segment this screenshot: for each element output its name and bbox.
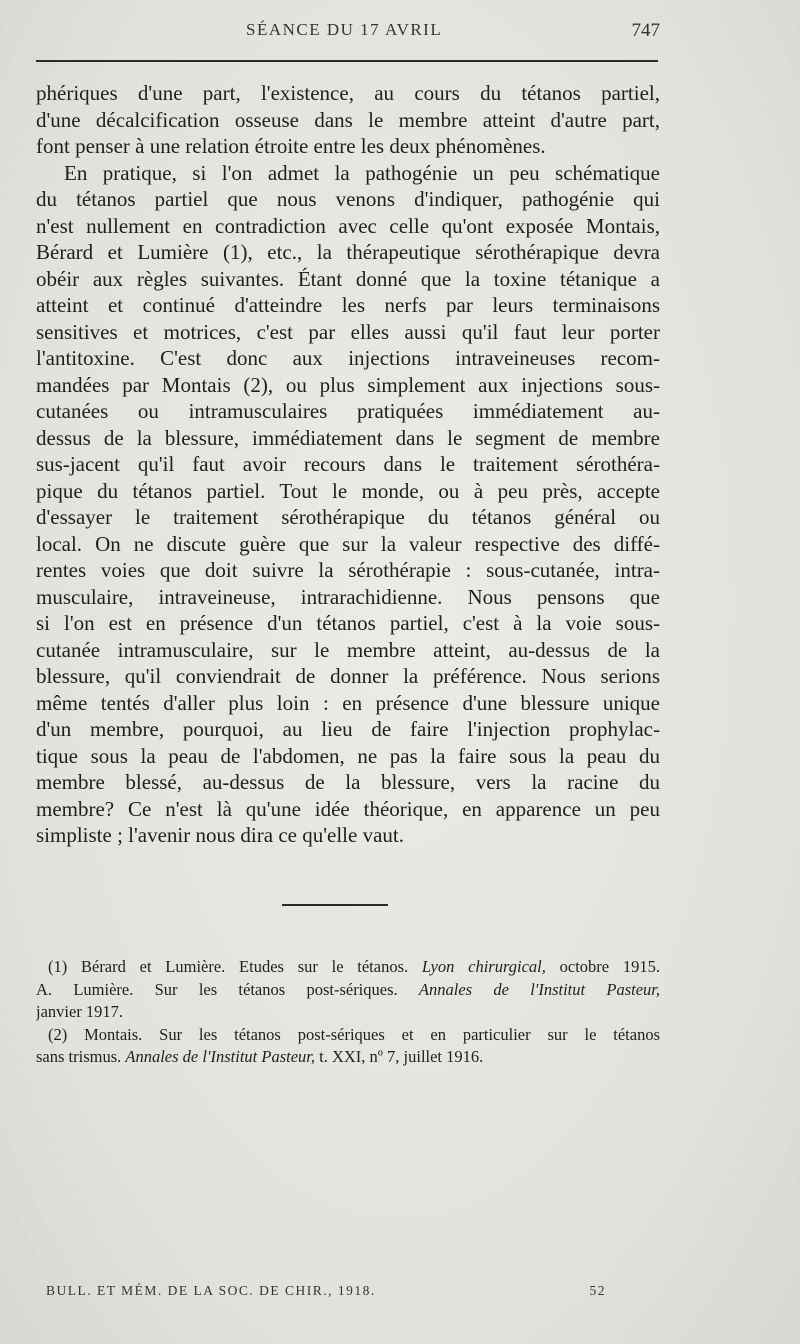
text-line: tique sous la peau de l'abdomen, ne pas la faire sous la peau du [36, 743, 660, 768]
text-line: membre blessé, au-dessus de la blessure, vers la racine du [36, 770, 660, 794]
text-line: si l'on est en présence d'un tétanos partiel, c'est à la voie sous- [36, 611, 660, 635]
footnote-text: A. Lumière. Sur les tétanos post-sériques. [36, 979, 419, 999]
text-line: phériques d'une part, l'existence, au cours du tétanos partiel, [36, 81, 660, 105]
text-line: d'un membre, pourquoi, au lieu de faire l'injection prophylac- [36, 717, 660, 741]
footnote-text: (2) Montais. Sur les tétanos post-sériques et en particulier sur le tétanos [48, 1024, 660, 1044]
signature-mark: 52 [589, 1283, 606, 1298]
footnote-1-line [36, 979, 660, 1002]
text-line: même tentés d'aller plus loin : en présence d'une blessure unique [36, 690, 660, 715]
text-line: membre? Ce n'est là qu'une idée théorique, en apparence un peu [36, 796, 660, 821]
header-rule [36, 60, 658, 62]
text-line: d'essayer le traitement sérothérapique du tétanos général ou [36, 505, 660, 529]
text-line: obéir aux règles suivantes. Étant donné que la toxine tétanique a [36, 266, 660, 291]
text-line: font penser à une relation étroite entre les deux phénomènes. [36, 134, 546, 158]
section-divider [282, 904, 388, 906]
footnote-journal-title: Lyon chirurgical, [421, 957, 546, 976]
text-line: sensitives et motrices, c'est par elles aussi qu'il faut leur porter [36, 319, 660, 344]
running-title: SÉANCE DU 17 AVRIL [246, 20, 443, 39]
text-line: blessure, qu'il conviendrait de donner la préférence. Nous serions [36, 664, 660, 688]
footnote-1-line [36, 1001, 660, 1024]
footnote-2-line [36, 1024, 660, 1047]
footnote-text: t. XXI, nº 7, juillet 1916. [315, 1047, 484, 1066]
footnote-journal-title: Annales de l'Institut Pasteur, [418, 979, 660, 999]
footnote-2-line [36, 1046, 660, 1069]
footnotes [36, 956, 660, 1069]
page-header [36, 20, 660, 44]
text-line: atteint et continué d'atteindre les nerfs par leurs terminaisons [36, 293, 660, 317]
body-text [36, 80, 660, 849]
text-line: sus-jacent qu'il faut avoir recours dans le traitement sérothéra- [36, 452, 660, 476]
text-line: local. On ne discute guère que sur la valeur respective des diffé- [36, 531, 660, 556]
text-line: dessus de la blessure, immédiatement dans le segment de membre [36, 425, 660, 450]
footnote-text: (1) Bérard et Lumière. Etudes sur le tétanos. [48, 957, 422, 976]
footnote-journal-title: Annales de l'Institut Pasteur, [125, 1047, 315, 1066]
text-line: n'est nullement en contradiction avec celle qu'ont exposée Montais, [36, 213, 660, 238]
footnote-text: octobre 1915. [545, 957, 660, 976]
journal-citation: BULL. ET MÉM. DE LA SOC. DE CHIR., 1918. [46, 1283, 376, 1298]
text-line: rentes voies que doit suivre la sérothérapie : sous-cutanée, intra- [36, 558, 660, 582]
text-line: Bérard et Lumière (1), etc., la thérapeutique sérothérapique devra [36, 240, 660, 264]
text-line: musculaire, intraveineuse, intrarachidienne. Nous pensons que [36, 584, 660, 609]
footnote-1-line [36, 956, 660, 979]
text-line: cutanées ou intramusculaires pratiquées immédiatement au- [36, 399, 660, 423]
text-line: simpliste ; l'avenir nous dira ce qu'elle vaut. [36, 823, 404, 847]
text-line: d'une décalcification osseuse dans le membre atteint d'autre part, [36, 107, 660, 132]
page-footer [46, 1283, 606, 1303]
footnote-text: janvier 1917. [36, 1002, 124, 1021]
text-line: pique du tétanos partiel. Tout le monde, ou à peu près, accepte [36, 478, 660, 503]
page-number: 747 [631, 20, 660, 41]
footnote-text: sans trismus. [36, 1047, 126, 1066]
text-line: mandées par Montais (2), ou plus simplement aux injections sous- [36, 372, 660, 397]
text-line: En pratique, si l'on admet la pathogénie un peu schématique [64, 160, 660, 185]
text-line: cutanée intramusculaire, sur le membre atteint, au-dessus de la [36, 637, 660, 662]
text-line: l'antitoxine. C'est donc aux injections intraveineuses recom- [36, 346, 660, 370]
text-line: du tétanos partiel que nous venons d'indiquer, pathogénie qui [36, 187, 660, 211]
